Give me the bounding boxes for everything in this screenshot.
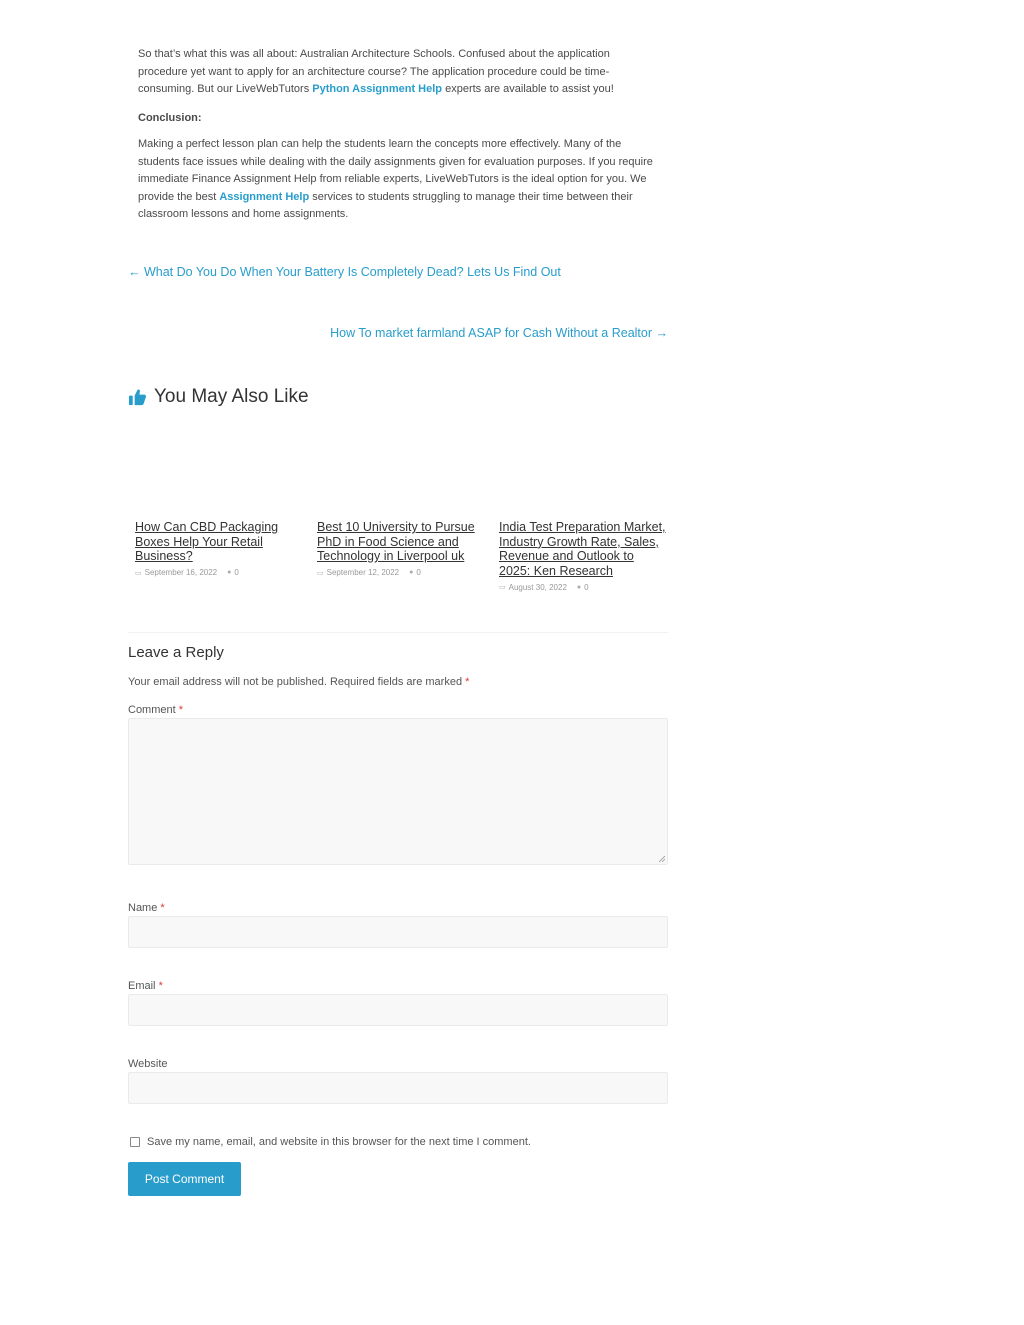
website-label: Website: [128, 1058, 168, 1070]
label-text: Comment: [128, 704, 176, 716]
required-asterisk: *: [178, 704, 184, 716]
required-asterisk: *: [160, 902, 165, 914]
related-post: [499, 520, 667, 592]
article-paragraph-2: [138, 136, 658, 224]
post-comment-button[interactable]: Post Comment: [128, 1162, 241, 1196]
comment-count[interactable]: 0: [416, 568, 421, 578]
save-info-label[interactable]: Save my name, email, and website in this browser for the next time I comment.: [147, 1136, 531, 1148]
required-notes: [128, 676, 469, 688]
assignment-help-link[interactable]: Assignment Help: [219, 190, 310, 203]
post-meta: [499, 583, 667, 592]
paragraph-text: Making a perfect lesson plan can help the students learn the concepts more effectively. Many of the students face issues while dealing with the daily assignments given for evaluation purposes. If you require immediate Finance Assignment Help from reliable experts, LiveWebTutors is the ideal option for you. We provide the best: [138, 138, 653, 203]
required-asterisk: *: [158, 980, 163, 992]
required-asterisk: *: [465, 676, 470, 688]
paragraph-text: services to students struggling to manage their time between their classroom lessons and home assignments.: [138, 190, 633, 220]
save-info-row: [130, 1136, 531, 1148]
name-input[interactable]: [128, 916, 668, 948]
previous-post-link[interactable]: ← What Do You Do When Your Battery Is Completely Dead? Lets Us Find Out: [128, 265, 561, 279]
article-paragraph-1: [138, 46, 658, 99]
notes-text: Your email address will not be published. Required fields are marked: [128, 676, 463, 688]
comment-textarea[interactable]: [128, 718, 668, 865]
name-label: [128, 902, 165, 914]
post-date[interactable]: September 12, 2022: [326, 568, 400, 578]
reply-title: Leave a Reply: [128, 644, 224, 661]
label-text: Email: [128, 980, 156, 992]
comment-label: [128, 704, 183, 716]
website-input[interactable]: [128, 1072, 668, 1104]
resize-handle-icon[interactable]: [659, 856, 665, 862]
post-meta: [317, 568, 485, 577]
thumbs-up-icon: [128, 388, 147, 407]
section-divider: [128, 632, 668, 633]
label-text: Name: [128, 902, 158, 914]
email-label: [128, 980, 163, 992]
python-assignment-help-link[interactable]: Python Assignment Help: [312, 83, 443, 95]
save-info-checkbox[interactable]: [130, 1137, 140, 1147]
paragraph-text: experts are available to assist you!: [442, 83, 614, 95]
calendar-icon: ▭: [135, 569, 142, 577]
related-posts-heading: [128, 386, 309, 408]
comment-icon: ●: [227, 569, 232, 577]
post-meta: [135, 568, 303, 577]
calendar-icon: ▭: [317, 569, 324, 577]
comment-icon: ●: [409, 569, 414, 577]
related-post-title[interactable]: India Test Preparation Market, Industry Growth Rate, Sales, Revenue and Outlook to 2025: Ken Research: [499, 520, 666, 579]
email-input[interactable]: [128, 994, 668, 1026]
related-post: [135, 520, 303, 577]
calendar-icon: ▭: [499, 584, 506, 592]
comment-count[interactable]: 0: [234, 568, 239, 578]
related-post-title[interactable]: How Can CBD Packaging Boxes Help Your Retail Business?: [135, 520, 279, 564]
post-date[interactable]: September 16, 2022: [144, 568, 218, 578]
post-date[interactable]: August 30, 2022: [508, 582, 567, 592]
paragraph-text: So that’s what this was all about: Australian Architecture Schools. Confused about the application procedure yet want to apply for an architecture course? The application procedure could be time-consuming. But our LiveWebTutors: [138, 48, 610, 95]
related-post-title[interactable]: Best 10 University to Pursue PhD in Food Science and Technology in Liverpool uk: [317, 520, 475, 564]
related-post: [317, 520, 485, 577]
conclusion-heading: Conclusion:: [138, 112, 202, 124]
related-posts-title: You May Also Like: [154, 386, 309, 407]
next-post-link[interactable]: How To market farmland ASAP for Cash Without a Realtor →: [330, 326, 668, 340]
comment-icon: ●: [576, 583, 582, 591]
comment-count[interactable]: 0: [584, 582, 589, 592]
